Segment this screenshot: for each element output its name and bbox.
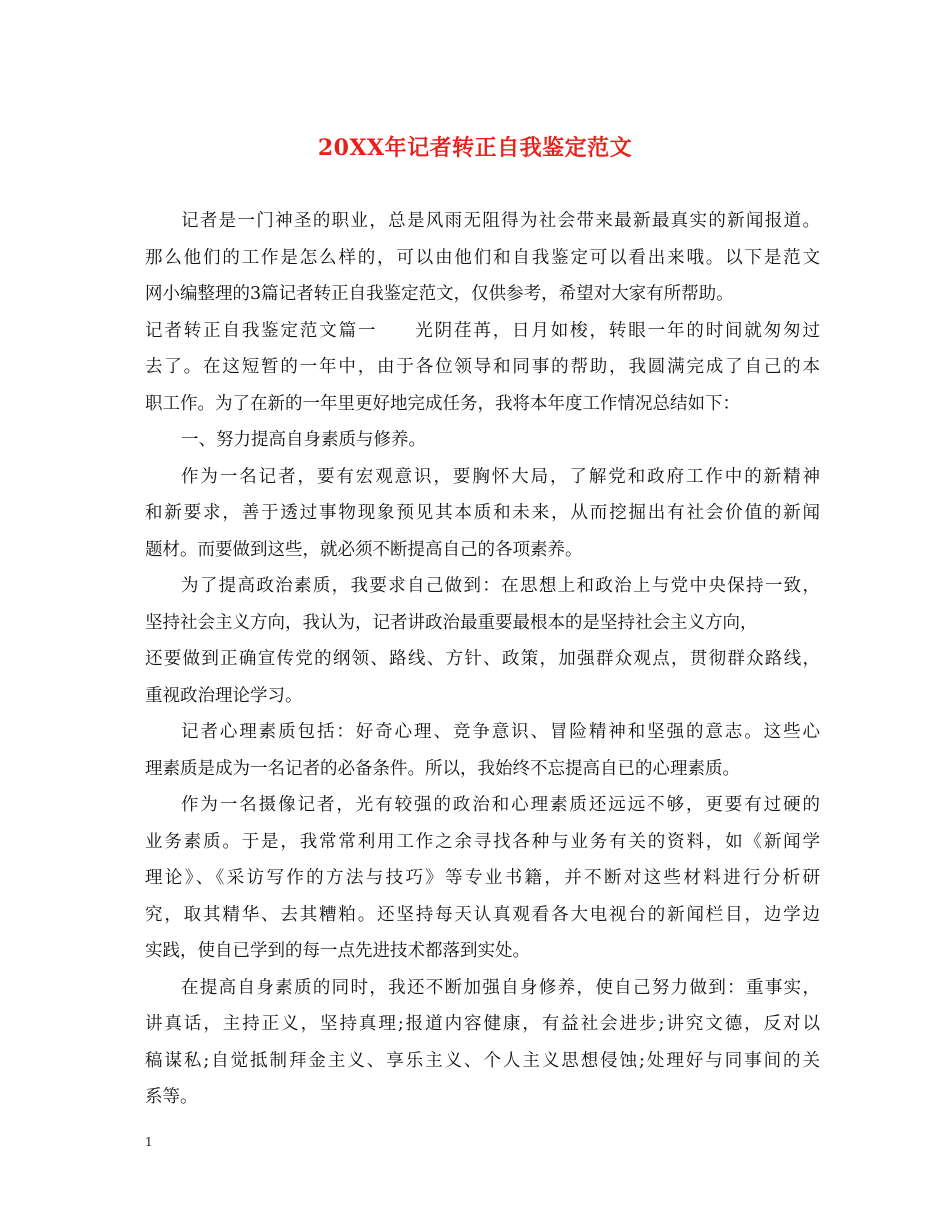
document-body [145,203,820,1116]
paragraph-line: 坚持社会主义方向，我认为，记者讲政治最重要最根本的是坚持社会主义方向， [145,612,758,633]
paragraph-line: 题材。而要做到这些，就必须不断提高自己的各项素养。 [145,539,583,560]
paragraph-line: 去了。在这短暂的一年中，由于各位领导和同事的帮助，我圆满完成了自己的本 [145,357,820,377]
paragraph-line: 理素质是成为一名记者的必备条件。所以，我始终不忘提高自已的心理素质。 [145,758,740,779]
section-heading: 记者转正自我鉴定范文篇一 [145,320,378,341]
subheading: 一、努力提高自身素质与修养。 [181,430,426,450]
paragraph-line: 和新要求，善于透过事物现象预见其本质和未来，从而挖掘出有社会价值的新闻 [145,503,820,523]
paragraph-line: 讲真话，主持正义，坚持真理;报道内容健康，有益社会进步;讲究文德，反对以 [145,1014,820,1034]
paragraph-line: 作为一名摄像记者，光有较强的政治和心理素质还远远不够，更要有过硬的 [181,795,820,815]
intro-line: 那么他们的工作是怎么样的，可以由他们和自我鉴定可以看出来哦。以下是范文 [145,247,820,268]
intro-line: 记者是一门神圣的职业，总是风雨无阻得为社会带来最新最真实的新闻报道。 [181,211,820,231]
page-number: 1 [145,1135,153,1149]
paragraph-line: 业务素质。于是，我常常利用工作之余寻找各种与业务有关的资料，如《新闻学 [145,831,820,852]
paragraph-line: 作为一名记者，要有宏观意识，要胸怀大局，了解党和政府工作中的新精神 [181,466,820,487]
paragraph-line: 重视政治理论学习。 [145,685,303,706]
paragraph-line: 职工作。为了在新的一年里更好地完成任务，我将本年度工作情况总结如下： [145,393,740,414]
paragraph-line: 稿谋私;自觉抵制拜金主义、享乐主义、个人主义思想侵蚀;处理好与同事间的关 [145,1050,820,1071]
paragraph-line: 实践，使自已学到的每一点先进技术都落到实处。 [145,941,530,961]
paragraph-line: 究，取其精华、去其糟粕。还坚持每天认真观看各大电视台的新闻栏目，边学边 [145,904,820,925]
paragraph-line: 为了提高政治素质，我要求自己做到：在思想上和政治上与党中央保持一致， [181,576,820,596]
paragraph-line: 理论》、《采访写作的方法与技巧》等专业书籍，并不断对这些材料进行分析研 [145,868,820,888]
section-opening: 光阴荏苒，日月如梭，转眼一年的时间就匆匆过 [413,320,820,341]
paragraph-line: 记者心理素质包括：好奇心理、竞争意识、冒险精神和坚强的意志。这些心 [181,722,820,742]
paragraph-line: 系等。 [145,1087,198,1107]
paragraph-line: 在提高自身素质的同时，我还不断加强自身修养，使自己努力做到：重事实， [181,977,820,998]
document-title: 20XX年记者转正自我鉴定范文 [317,135,633,161]
paragraph-line: 还要做到正确宣传党的纲领、路线、方针、政策，加强群众观点，贯彻群众路线， [145,649,820,669]
section-line [145,313,820,350]
intro-line: 网小编整理的3篇记者转正自我鉴定范文，仅供参考，希望对大家有所帮助。 [145,284,734,304]
